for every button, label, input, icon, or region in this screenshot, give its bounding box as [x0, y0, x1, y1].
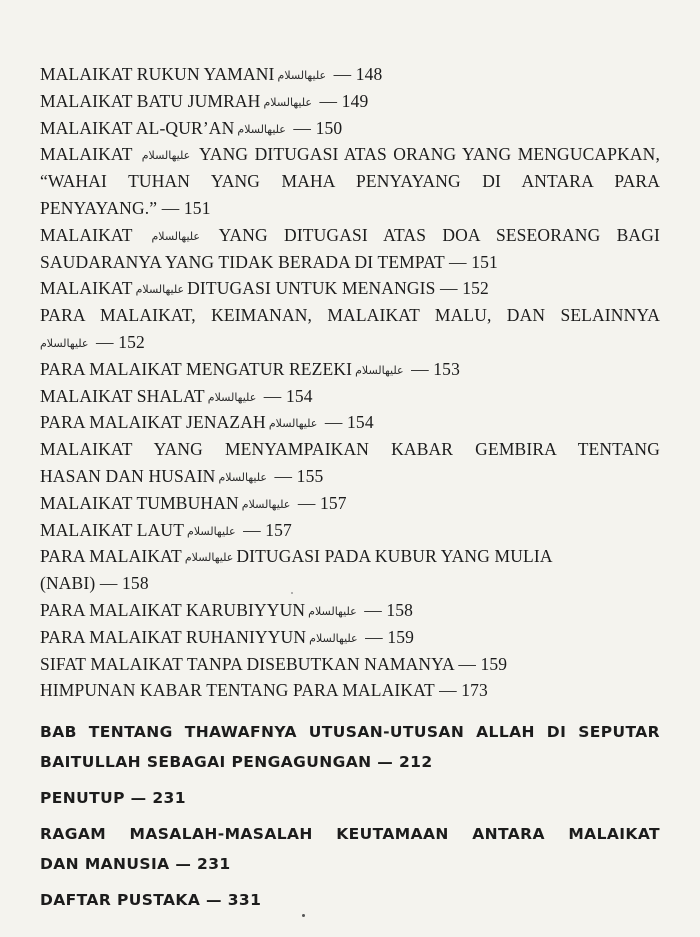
- toc-entry-para-malaikat-kubur: PARA MALAIKAT عليهالسلام DITUGASI PADA KUBUR YANG MULIA: [40, 543, 660, 570]
- toc-entry-malaikat-tumbuhan: MALAIKAT TUMBUHAN عليهالسلام — 157: [40, 490, 660, 517]
- toc-entry-continuation: “WAHAI TUHAN YANG MAHA PENYAYANG DI ANTARA PARA: [40, 171, 660, 192]
- toc-entry-malaikat-rukun-yamani: MALAIKAT RUKUN YAMANI عليهالسلام — 148: [40, 61, 660, 88]
- honorific-glyph: عليهالسلام: [184, 551, 234, 565]
- toc-entry-malaikat-batu-jumrah: MALAIKAT BATU JUMRAH عليهالسلام — 149: [40, 88, 660, 115]
- honorific-glyph: عليهالسلام: [308, 604, 357, 618]
- toc-entry-himpunan-kabar: HIMPUNAN KABAR TENTANG PARA MALAIKAT — 173: [40, 680, 488, 701]
- toc-entry-continuation: HASAN DAN HUSAIN عليهالسلام — 155: [40, 463, 660, 490]
- honorific-glyph: عليهالسلام: [141, 149, 191, 163]
- honorific-glyph: عليهالسلام: [355, 363, 404, 377]
- toc-entry-para-malaikat-karubiyyun: PARA MALAIKAT KARUBIYYUN عليهالسلام — 158: [40, 597, 660, 624]
- toc-entry-malaikat-menangis: MALAIKAT عليهالسلام DITUGASI UNTUK MENANGIS — 152: [40, 275, 660, 302]
- toc-entry-malaikat-laut: MALAIKAT LAUT عليهالسلام — 157: [40, 517, 660, 544]
- chapter-entry-penutup: PENUTUP — 231: [40, 789, 186, 808]
- honorific-glyph: عليهالسلام: [237, 122, 286, 136]
- toc-entry-para-malaikat-rezeki: PARA MALAIKAT MENGATUR REZEKI عليهالسلام — 153: [40, 356, 660, 383]
- paper-speck: [302, 914, 305, 917]
- toc-entry-continuation: (NABI) — 158: [40, 573, 149, 594]
- toc-entry-continuation: PENYAYANG.” — 151: [40, 197, 211, 218]
- toc-entry-continuation: عليهالسلام — 152: [40, 329, 660, 356]
- toc-entry-malaikat-kabar-gembira: MALAIKAT YANG MENYAMPAIKAN KABAR GEMBIRA TENTANG: [40, 439, 660, 460]
- honorific-glyph: عليهالسلام: [277, 69, 327, 82]
- chapter-entry-continuation: BAITULLAH SEBAGAI PENGAGUNGAN — 212: [40, 753, 433, 772]
- honorific-glyph: عليهالسلام: [241, 497, 291, 511]
- honorific-glyph: عليهالسلام: [151, 229, 200, 243]
- toc-entry-malaikat-shalat: MALAIKAT SHALAT عليهالسلام — 154: [40, 383, 660, 410]
- honorific-glyph: عليهالسلام: [207, 390, 257, 404]
- honorific-glyph: عليهالسلام: [135, 283, 185, 297]
- toc-entry-continuation: SAUDARANYA YANG TIDAK BERADA DI TEMPAT — 151: [40, 251, 498, 272]
- honorific-glyph: عليهالسلام: [268, 417, 318, 431]
- toc-entry-para-malaikat-jenazah: PARA MALAIKAT JENAZAH عليهالسلام — 154: [40, 409, 660, 436]
- chapter-entry-ragam-masalah: RAGAM MASALAH-MASALAH KEUTAMAAN ANTARA MALAIKAT: [40, 825, 660, 844]
- honorific-glyph: عليهالسلام: [218, 470, 267, 484]
- paper-speck: [291, 592, 293, 594]
- toc-entry-malaikat-ditugasi-atas-orang: MALAIKAT عليهالسلام YANG DITUGASI ATAS ORANG YANG MENGUCAPKAN,: [40, 141, 660, 168]
- chapter-entry-daftar-pustaka: DAFTAR PUSTAKA — 331: [40, 891, 262, 910]
- toc-entry-malaikat-al-quran: MALAIKAT AL-QUR’AN عليهالسلام — 150: [40, 115, 660, 142]
- honorific-glyph: عليهالسلام: [40, 336, 89, 350]
- chapter-entry-bab-thawaf: BAB TENTANG THAWAFNYA UTUSAN-UTUSAN ALLAH DI SEPUTAR: [40, 723, 660, 742]
- chapter-entry-continuation: DAN MANUSIA — 231: [40, 855, 231, 874]
- toc-entry-sifat-malaikat: SIFAT MALAIKAT TANPA DISEBUTKAN NAMANYA — 159: [40, 653, 508, 674]
- toc-entry-malaikat-ditugasi-atas-doa: MALAIKAT عليهالسلام YANG DITUGASI ATAS DOA SESEORANG BAGI: [40, 222, 660, 249]
- toc-entry-para-malaikat-ruhaniyyun: PARA MALAIKAT RUHANIYYUN عليهالسلام — 159: [40, 624, 660, 651]
- toc-entry-para-malaikat-keimanan: PARA MALAIKAT, KEIMANAN, MALAIKAT MALU, DAN SELAINNYA: [40, 305, 660, 326]
- honorific-glyph: عليهالسلام: [263, 95, 312, 109]
- honorific-glyph: عليهالسلام: [187, 524, 236, 538]
- honorific-glyph: عليهالسلام: [309, 631, 358, 645]
